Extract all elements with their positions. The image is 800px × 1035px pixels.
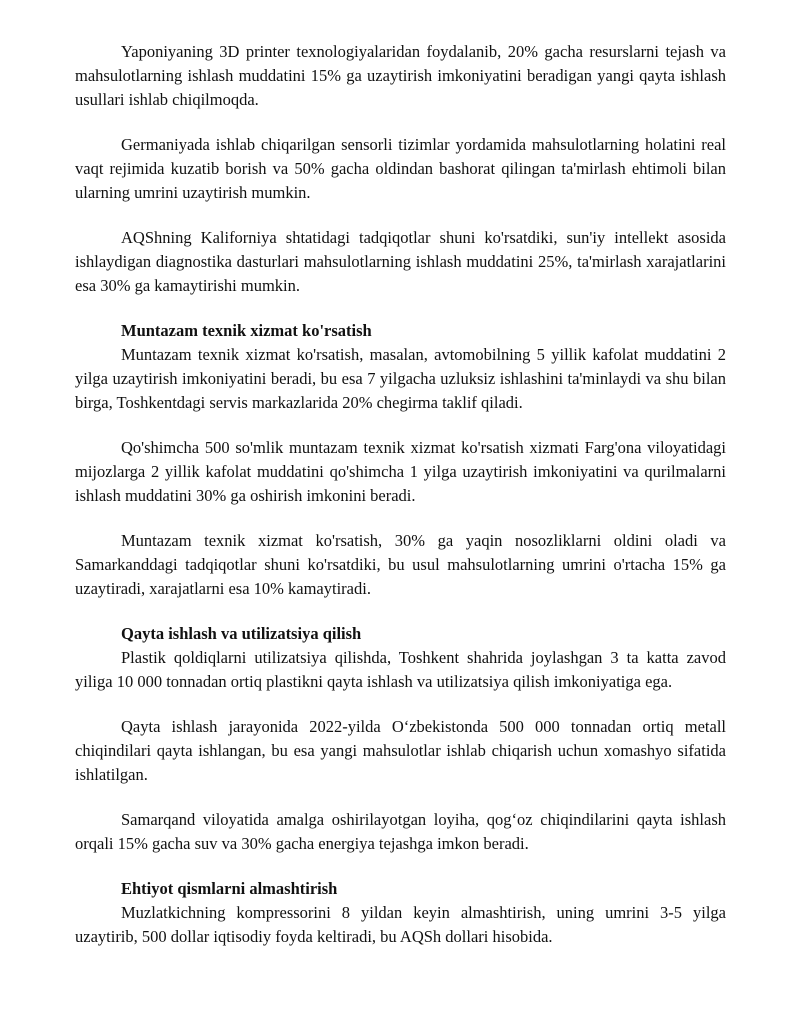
heading-spare-parts: Ehtiyot qismlarni almashtirish (121, 879, 338, 898)
paragraph-japan-3d-printing: Yaponiyaning 3D printer texnologiyalaridan foydalanib, 20% gacha resurslarni tejash va mahsulotlarning ishlash muddatini 15% ga uzaytirish imkoniyatini beradigan yangi qayta ishlash usullari ishlab chiqilmoqda. (75, 42, 726, 109)
paragraph-germany-sensors: Germaniyada ishlab chiqarilgan sensorli tizimlar yordamida mahsulotlarning holatini real vaqt rejimida kuzatib borish va 50% gacha oldindan bashorat qilingan ta'mirlash ehtimoli bilan ularning umrini uzaytirish mumkin. (75, 135, 726, 202)
heading-maintenance: Muntazam texnik xizmat ko'rsatish (121, 321, 372, 340)
paragraph-maintenance-warranty: Muntazam texnik xizmat ko'rsatish, masalan, avtomobilning 5 yillik kafolat muddatini 2 yilga uzaytirish imkoniyatini beradi, bu esa 7 yilgacha uzluksiz ishlashini ta'minlaydi va shu bilan birga, Toshkentdagi servis markazlarida 20% chegirma taklif qiladi. (75, 345, 726, 412)
paragraph-maintenance-samarkand: Muntazam texnik xizmat ko'rsatish, 30% ga yaqin nosozliklarni oldini oladi va Samarkanddagi tadqiqotlar shuni ko'rsatdiki, bu usul mahsulotlarning umrini o'rtacha 15% ga uzaytiradi, xarajatlarni esa 10% kamaytiradi. (75, 531, 726, 598)
section-recycling (75, 622, 726, 856)
paragraph-recycling-plastic: Plastik qoldiqlarni utilizatsiya qilishda, Toshkent shahrida joylashgan 3 ta katta zavod yiliga 10 000 tonnadan ortiq plastikni qayta ishlash va utilizatsiya qilish imkoniyatiga ega. (75, 648, 726, 691)
paragraph-spare-parts-compressor: Muzlatkichning kompressorini 8 yildan keyin almashtirish, uning umrini 3-5 yilga uzaytirib, 500 dollar iqtisodiy foyda keltiradi, bu AQSh dollari hisobida. (75, 903, 726, 946)
document-page (75, 40, 726, 949)
paragraph-usa-ai-diagnostics: AQShning Kaliforniya shtatidagi tadqiqotlar shuni ko'rsatdiki, sun'iy intellekt asosida ishlaydigan diagnostika dasturlari mahsulotlarning ishlash muddatini 25%, ta'mirlash xarajatlarini esa 30% ga kamaytirishi mumkin. (75, 228, 726, 295)
paragraph-recycling-metal: Qayta ishlash jarayonida 2022-yilda O‘zbekistonda 500 000 tonnadan ortiq metall chiqindilari qayta ishlangan, bu esa yangi mahsulotlar ishlab chiqarish uchun xomashyo sifatida ishlatilgan. (75, 717, 726, 784)
heading-recycling: Qayta ishlash va utilizatsiya qilish (121, 624, 362, 643)
paragraph-maintenance-fergana: Qo'shimcha 500 so'mlik muntazam texnik xizmat ko'rsatish xizmati Farg'ona viloyatidagi mijozlarga 2 yillik kafolat muddatini qo'shimcha 1 yilga uzaytirish imkoniyatini va qurilmalarni ishlash muddatini 30% ga oshirish imkonini beradi. (75, 438, 726, 505)
paragraph-recycling-paper: Samarqand viloyatida amalga oshirilayotgan loyiha, qog‘oz chiqindilarini qayta ishlash orqali 15% gacha suv va 30% gacha energiya tejashga imkon beradi. (75, 810, 726, 853)
section-maintenance (75, 319, 726, 601)
section-spare-parts (75, 877, 726, 949)
